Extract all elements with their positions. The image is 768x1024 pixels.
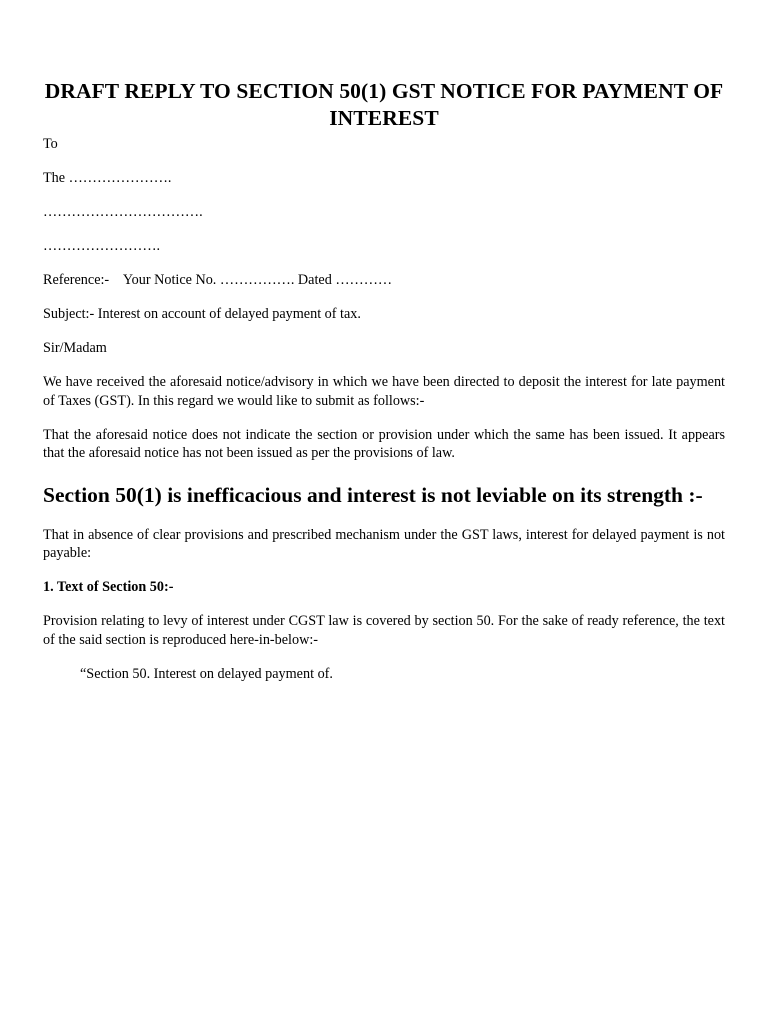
reference-line: Reference:- Your Notice No. ……………. Dated …………	[43, 272, 393, 288]
address-line-3: …………………….	[43, 238, 161, 254]
address-line-2: …………………………….	[43, 204, 203, 220]
body-paragraph-1: We have received the aforesaid notice/advisory in which we have been directed to deposit the interest for late payment of Taxes (GST). In this regard we would like to submit as follows:-	[43, 374, 725, 409]
section-paragraph-1: That in absence of clear provisions and prescribed mechanism under the GST laws, interest for delayed payment is not payable:	[43, 526, 725, 561]
address-to: To	[43, 136, 58, 152]
body-paragraph-2: That the aforesaid notice does not indicate the section or provision under which the same has been issued. It appears that the aforesaid notice has not been issued as per the provisions of law.	[43, 426, 725, 461]
section-quote: “Section 50. Interest on delayed payment of.	[80, 665, 333, 682]
section-subheading: 1. Text of Section 50:-	[43, 579, 174, 595]
document-page	[43, 78, 725, 683]
address-the: The ………………….	[43, 170, 172, 186]
subject-line: Subject:- Interest on account of delayed payment of tax.	[43, 306, 361, 322]
salutation: Sir/Madam	[43, 340, 107, 356]
section-heading: Section 50(1) is inefficacious and interest is not leviable on its strength :-	[43, 482, 703, 507]
section-paragraph-2: Provision relating to levy of interest under CGST law is covered by section 50. For the sake of ready reference, the text of the said section is reproduced here-in-below:-	[43, 613, 725, 648]
document-title: DRAFT REPLY TO SECTION 50(1) GST NOTICE FOR PAYMENT OF INTEREST	[44, 79, 724, 130]
